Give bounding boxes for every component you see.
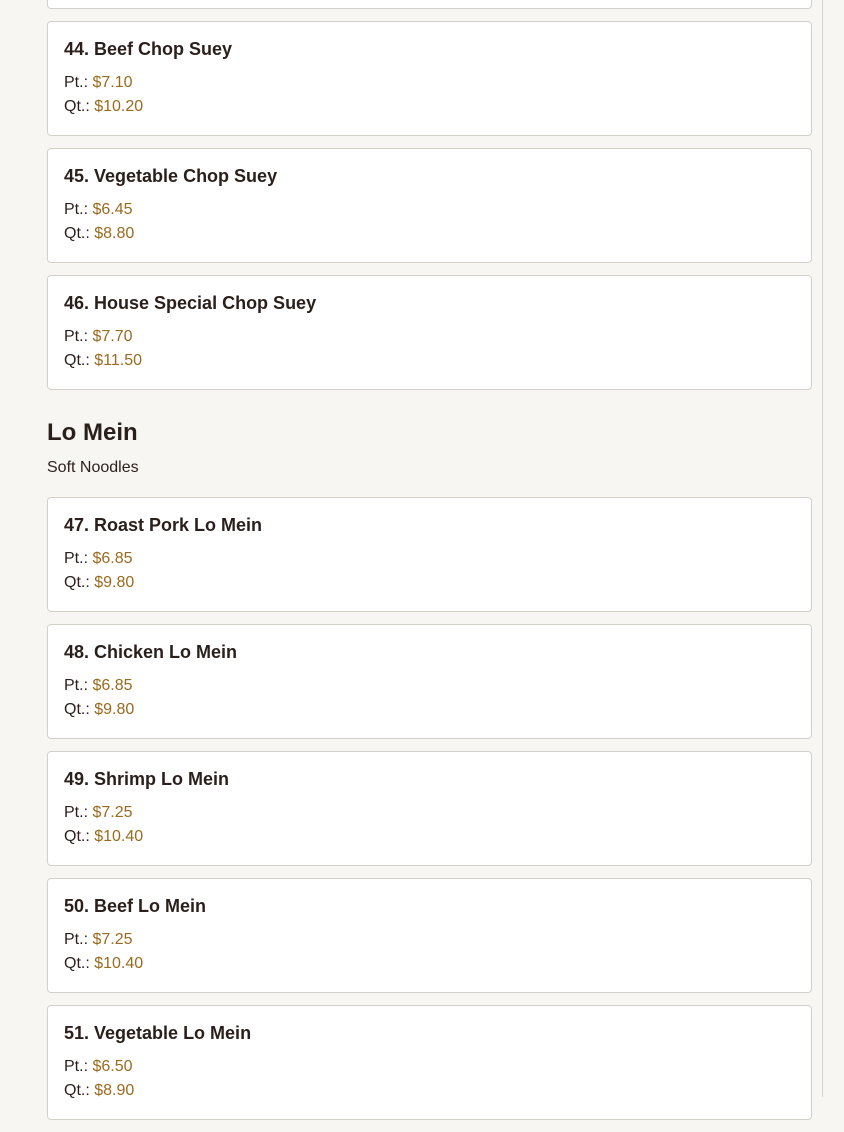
quart-price: $9.80 [94,701,135,718]
quart-label: Qt.: [64,701,90,718]
quart-price-row [64,222,795,246]
menu-item-title: 44. Beef Chop Suey [64,39,233,59]
quart-label: Qt.: [64,98,90,115]
quart-price-row [64,571,795,595]
menu-item-title: 47. Roast Pork Lo Mein [64,515,263,535]
pint-price: $6.85 [92,550,133,567]
menu-item-title: 50. Beef Lo Mein [64,896,207,916]
menu-item-card-previous[interactable] [47,0,812,9]
quart-price: $9.80 [94,574,135,591]
section-heading: Lo Mein [47,419,138,446]
menu-item-title: 49. Shrimp Lo Mein [64,769,230,789]
menu-item-title: 46. House Special Chop Suey [64,293,317,313]
pint-label: Pt.: [64,931,89,948]
menu-item-card[interactable] [47,624,812,739]
pint-label: Pt.: [64,328,89,345]
quart-label: Qt.: [64,828,90,845]
pint-price: $6.50 [92,1058,133,1075]
pint-price-row [64,928,795,952]
pint-label: Pt.: [64,201,89,218]
quart-label: Qt.: [64,574,90,591]
pint-price-row [64,198,795,222]
menu-item-card[interactable] [47,148,812,263]
menu-item-card[interactable] [47,21,812,136]
quart-price: $10.40 [94,955,144,972]
pint-price: $6.85 [92,677,133,694]
menu-item-card[interactable] [47,751,812,866]
menu-item-title: 51. Vegetable Lo Mein [64,1023,252,1043]
menu-item-card[interactable] [47,497,812,612]
pint-label: Pt.: [64,1058,89,1075]
page-divider [822,0,823,1097]
quart-price-row [64,95,795,119]
pint-price-row [64,674,795,698]
quart-price-row [64,952,795,976]
quart-label: Qt.: [64,955,90,972]
quart-price: $10.20 [94,98,144,115]
menu-item-title: 48. Chicken Lo Mein [64,642,238,662]
pint-price: $7.25 [92,804,133,821]
section-subtitle: Soft Noodles [47,459,139,476]
quart-price: $8.90 [94,1082,135,1099]
quart-label: Qt.: [64,1082,90,1099]
quart-price: $8.80 [94,225,135,242]
quart-label: Qt.: [64,352,90,369]
menu-item-card[interactable] [47,1005,812,1120]
quart-label: Qt.: [64,225,90,242]
pint-label: Pt.: [64,677,89,694]
pint-price: $7.10 [92,74,133,91]
pint-price-row [64,325,795,349]
quart-price-row [64,349,795,373]
menu-content [47,0,812,1132]
quart-price: $11.50 [94,352,142,369]
quart-price-row [64,698,795,722]
pint-price-row [64,1055,795,1079]
pint-price: $6.45 [92,201,133,218]
pint-price: $7.70 [92,328,133,345]
pint-label: Pt.: [64,74,89,91]
menu-item-card[interactable] [47,878,812,993]
pint-price: $7.25 [92,931,133,948]
pint-price-row [64,547,795,571]
menu-item-card[interactable] [47,275,812,390]
quart-price: $10.40 [94,828,144,845]
pint-label: Pt.: [64,550,89,567]
menu-item-title: 45. Vegetable Chop Suey [64,166,278,186]
pint-price-row [64,71,795,95]
pint-label: Pt.: [64,804,89,821]
pint-price-row [64,801,795,825]
quart-price-row [64,825,795,849]
quart-price-row [64,1079,795,1103]
